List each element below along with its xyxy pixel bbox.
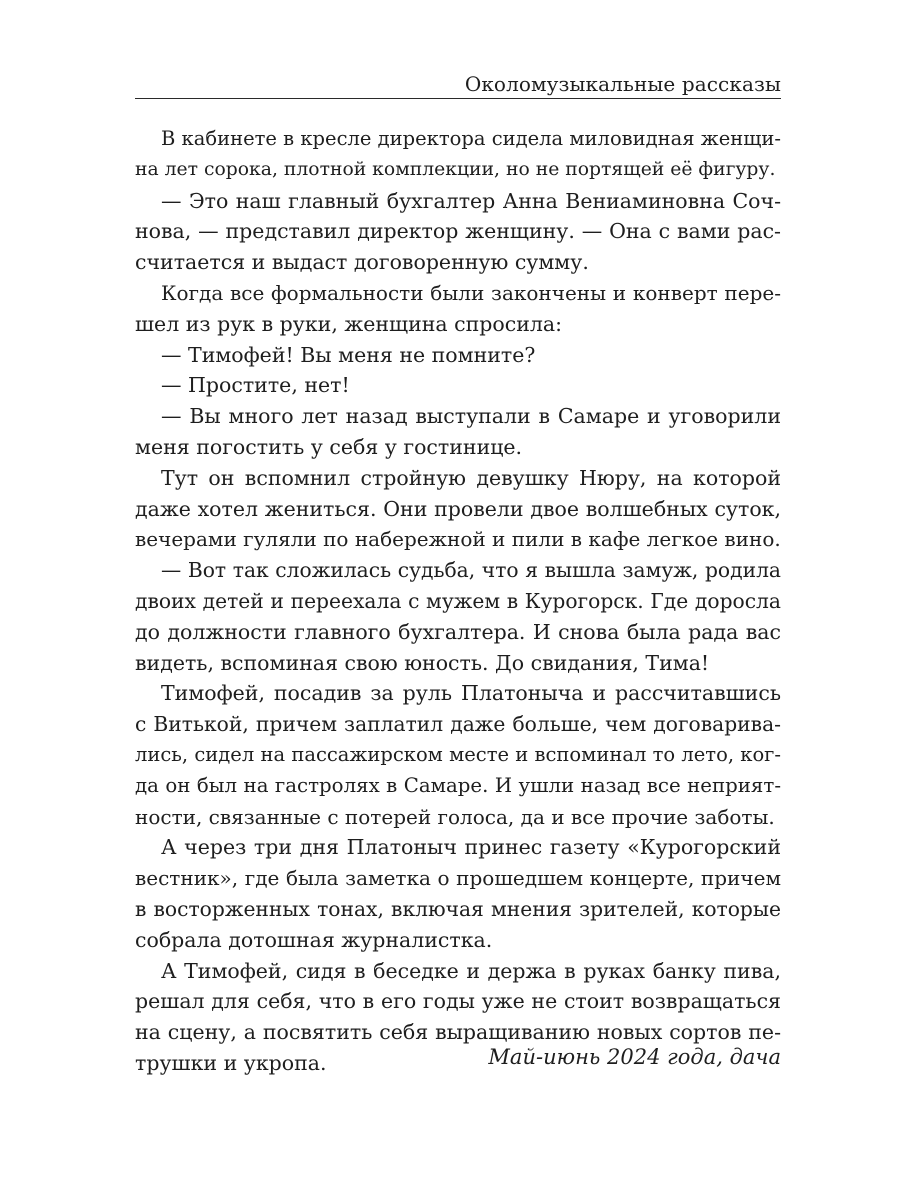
text-line: шел из рук в руки, женщина спросила:: [135, 311, 563, 336]
text-line: — Это наш главный бухгалтер Анна Вениаминовна Соч-: [161, 188, 781, 213]
text-line: Тимофей, посадив за руль Платоныча и рассчитавшись: [161, 681, 781, 706]
text-line: двоих детей и переехала с мужем в Курогорск. Где доросла: [135, 588, 781, 613]
book-title: Околомузыкальные рассказы: [464, 72, 781, 96]
text-line: трушки и укропа.: [135, 1050, 327, 1075]
paragraph: [135, 186, 781, 278]
text-line: лись, сидел на пассажирском месте и вспоминал то лето, ког-: [135, 742, 781, 766]
paragraph: [135, 678, 781, 832]
paragraph: [135, 340, 781, 371]
text-line: ности, связанные с потерей голоса, да и все прочие заботы.: [135, 804, 775, 829]
paragraph: [135, 278, 781, 340]
text-line: видеть, вспоминая свою юность. До свидания, Тима!: [135, 650, 710, 675]
paragraph: [135, 370, 781, 401]
text-line: в восторженных тонах, включая мнения зрителей, которые: [135, 896, 781, 921]
paragraph: [135, 832, 781, 955]
paragraph: [135, 555, 781, 678]
text-line: А Тимофей, сидя в беседке и держа в руках банку пива,: [161, 958, 781, 983]
text-line: с Витькой, причем заплатил даже больше, чем договарива-: [135, 712, 781, 737]
paragraph: [135, 124, 781, 186]
story-text: [135, 124, 781, 1079]
text-line: на лет сорока, плотной комплекции, но не портящей её фигуру.: [135, 158, 776, 180]
text-line: считается и выдаст договоренную сумму.: [135, 250, 589, 275]
text-line: В кабинете в кресле директора сидела миловидная женщи-: [161, 127, 781, 150]
text-line: вестник», где была заметка о прошедшем концерте, причем: [135, 866, 781, 891]
text-line: меня погостить у себя у гостинице.: [135, 434, 523, 459]
text-line: да он был на гастролях в Самаре. И ушли назад все неприят-: [135, 773, 781, 797]
text-line: вечерами гуляли по набережной и пили в кафе легкое вино.: [135, 527, 781, 552]
text-line: Когда все формальности были закончены и конверт пере-: [161, 280, 781, 305]
text-line: — Простите, нет!: [161, 373, 350, 398]
text-line: до должности главного бухгалтера. И снова была рада вас: [135, 619, 781, 644]
paragraph: [135, 401, 781, 463]
text-line: на сцену, а посвятить себя выращиванию новых сортов пе-: [135, 1020, 781, 1045]
text-line: нова, — представил директор женщину. — Она с вами рас-: [135, 219, 781, 244]
text-line: А через три дня Платоныч принес газету «Курогорский: [161, 835, 781, 860]
text-line: даже хотел жениться. Они провели двое волшебных суток,: [135, 496, 781, 521]
running-header: [135, 70, 781, 99]
text-line: — Вот так сложилась судьба, что я вышла замуж, родила: [161, 558, 781, 583]
text-line: Тут он вспомнил стройную девушку Нюру, на которой: [161, 465, 781, 490]
signature-date-place: Май-июнь 2024 года, дача: [488, 1045, 781, 1069]
paragraph: [135, 463, 781, 555]
text-line: — Вы много лет назад выступали в Самаре и уговорили: [161, 404, 781, 429]
text-line: решал для себя, что в его годы уже не стоит возвращаться: [135, 989, 781, 1014]
text-line: — Тимофей! Вы меня не помните?: [161, 342, 536, 367]
text-line: собрала дотошная журналистка.: [135, 927, 493, 952]
